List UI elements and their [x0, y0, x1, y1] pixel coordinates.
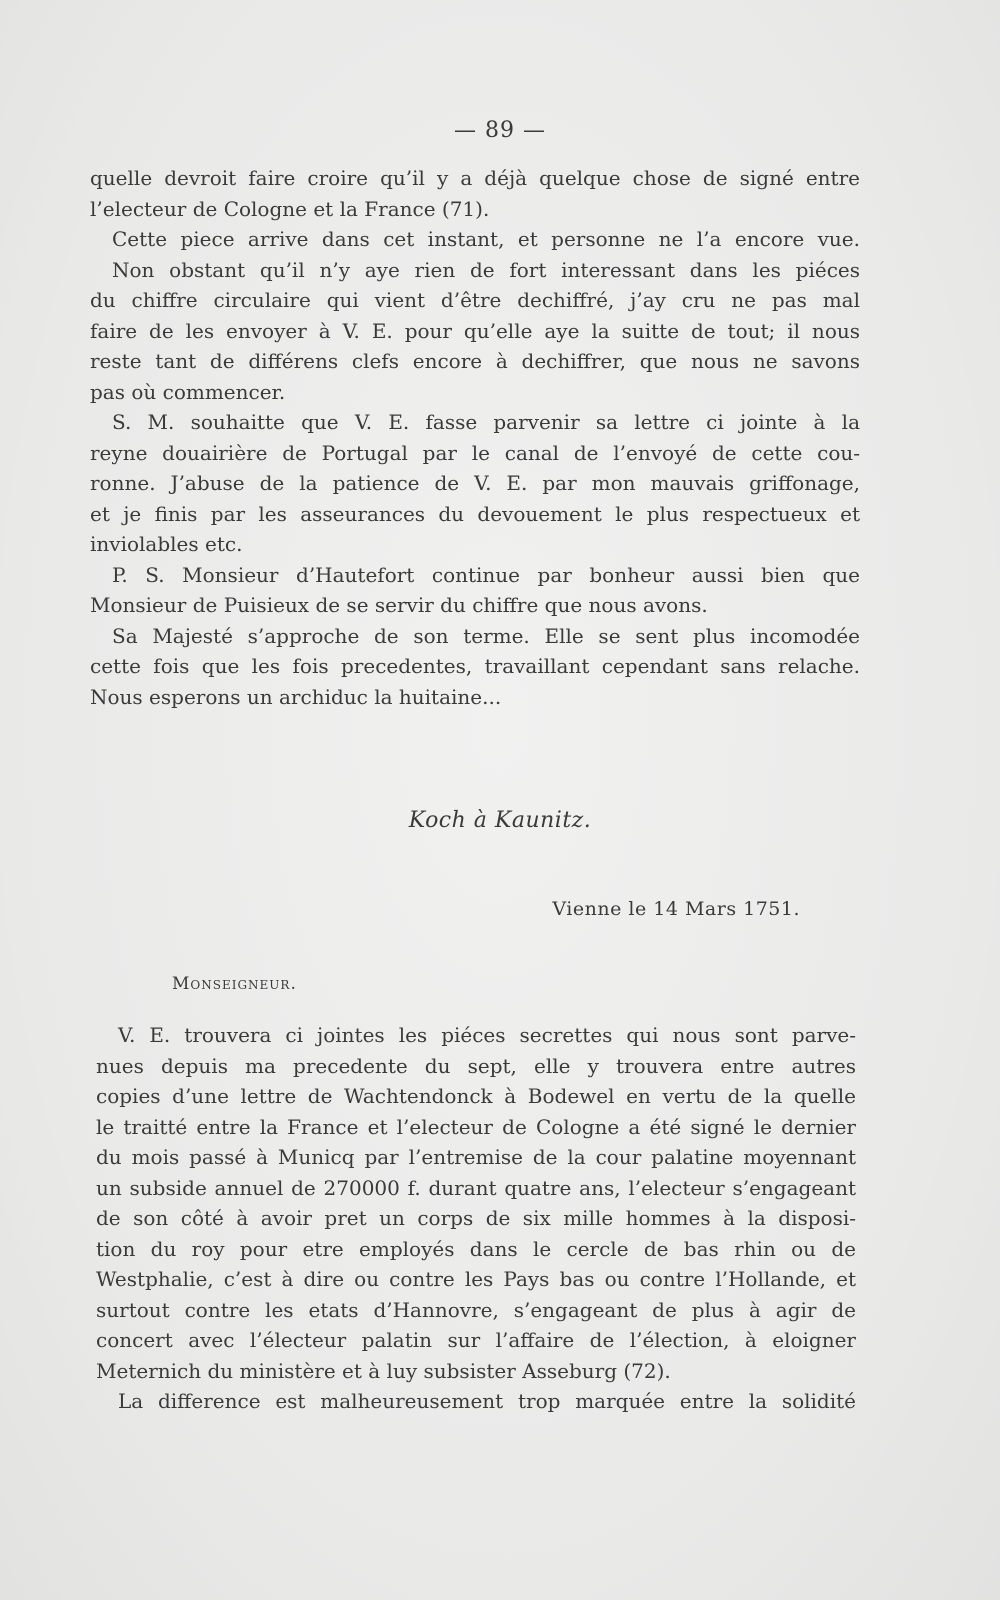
text-line: de son côté à avoir pret un corps de six mille hommes à la disposi-: [96, 1206, 856, 1230]
text-line: pas où commencer.: [90, 379, 286, 404]
text-line: Cette piece arrive dans cet instant, et personne ne l’a encore vue.: [112, 227, 860, 251]
text-line: reste tant de différens clefs encore à dechiffrer, que nous ne savons: [90, 349, 860, 373]
text-line: copies d’une lettre de Wachtendonck à Bodewel en vertu de la quelle: [96, 1084, 856, 1108]
text-line: Monsieur de Puisieux de se servir du chiffre que nous avons.: [90, 593, 708, 617]
letter-salutation: Monseigneur.: [172, 974, 297, 994]
top-text-block: [90, 163, 860, 712]
text-line: V. E. trouvera ci jointes les piéces secrettes qui nous sont parve-: [118, 1023, 856, 1047]
text-line: cette fois que les fois precedentes, travaillant cependant sans relache.: [90, 654, 860, 678]
text-line: P. S. Monsieur d’Hautefort continue par bonheur aussi bien que: [112, 562, 860, 587]
text-line: Sa Majesté s’approche de son terme. Elle se sent plus incomodée: [112, 623, 860, 648]
text-line: Meternich du ministère et à luy subsister Asseburg (72).: [96, 1358, 671, 1383]
text-line: du mois passé à Municq par l’entremise de la cour palatine moyennant: [96, 1145, 856, 1169]
text-line: un subside annuel de 270000 f. durant quatre ans, l’electeur s’engageant: [96, 1175, 856, 1200]
text-line: Westphalie, c’est à dire ou contre les Pays bas ou contre l’Hollande, et: [96, 1267, 856, 1291]
text-line: Non obstant qu’il n’y aye rien de fort interessant dans les piéces: [112, 257, 860, 282]
text-line: tion du roy pour etre employés dans le cercle de bas rhin ou de: [96, 1236, 856, 1261]
text-line: l’electeur de Cologne et la France (71).: [90, 196, 490, 221]
text-line: surtout contre les etats d’Hannovre, s’engageant de plus à agir de: [96, 1297, 856, 1322]
text-line: du chiffre circulaire qui vient d’être dechiffré, j’ay cru ne pas mal: [90, 288, 860, 312]
text-line: ronne. J’abuse de la patience de V. E. par mon mauvais griffonage,: [90, 471, 860, 495]
text-line: faire de les envoyer à V. E. pour qu’elle aye la suitte de tout; il nous: [90, 318, 860, 343]
text-line: inviolables etc.: [90, 532, 243, 556]
text-line: le traitté entre la France et l’electeur de Cologne a été signé le dernier: [96, 1114, 856, 1139]
text-line: concert avec l’électeur palatin sur l’affaire de l’élection, à eloigner: [96, 1328, 856, 1352]
letter-heading: Koch à Kaunitz.: [408, 808, 592, 833]
letter-dateline: Vienne le 14 Mars 1751.: [552, 898, 800, 920]
text-line: nues depuis ma precedente du sept, elle y trouvera entre autres: [96, 1053, 856, 1078]
text-line: et je finis par les asseurances du devouement le plus respectueux et: [90, 501, 860, 526]
bottom-text-block: [96, 1020, 856, 1417]
text-line: reyne douairière de Portugal par le canal de l’envoyé de cette cou-: [90, 440, 860, 465]
text-line: La difference est malheureusement trop marquée entre la solidité: [118, 1389, 856, 1413]
text-line: quelle devroit faire croire qu’il y a déjà quelque chose de signé entre: [90, 166, 860, 190]
page-number: — 89 —: [454, 118, 546, 143]
text-line: Nous esperons un archiduc la huitaine...: [90, 684, 502, 709]
text-line: S. M. souhaitte que V. E. fasse parvenir sa lettre ci jointe à la: [112, 410, 860, 434]
